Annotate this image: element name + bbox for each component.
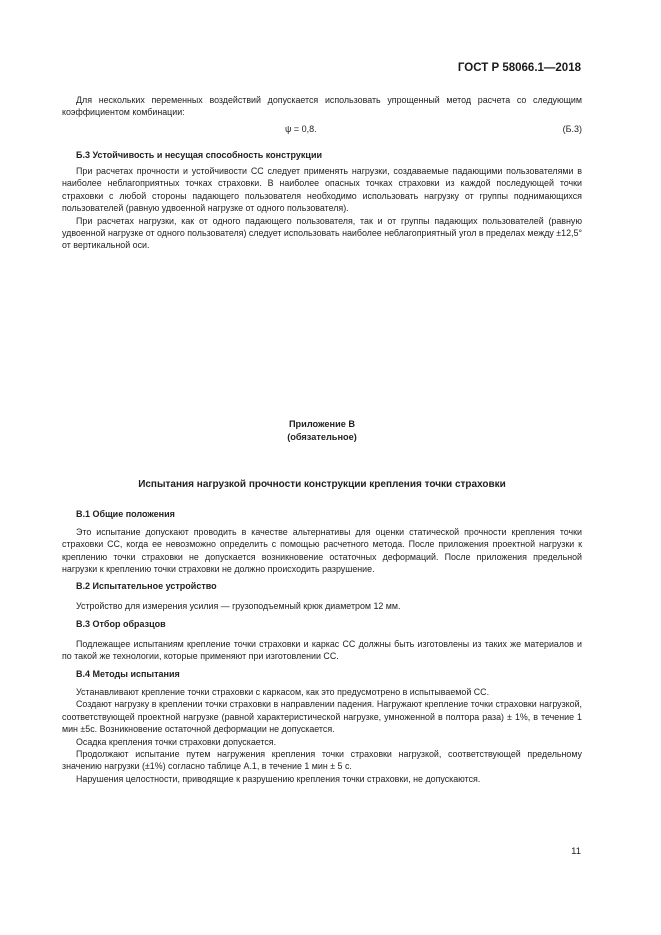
section-v4-paragraph-5: Нарушения целостности, приводящие к разрушению крепления точки страховки, не допускаются. <box>76 773 481 784</box>
intro-paragraph-block <box>62 94 582 119</box>
section-v4-paragraph-4: Продолжают испытание путем нагружения крепления точки страховки нагрузкой, соответствующей предельному значению нагрузки (±1%) согласно таблице А.1, в течение 1 мин ± 5 с. <box>62 749 582 772</box>
formula-number: (Б.3) <box>562 124 582 134</box>
formula-expression: ψ = 0,8. <box>285 124 317 134</box>
section-b3-paragraph-2: При расчетах нагрузки, как от одного падающего пользователя, так и от группы падающих пользователей (равную удвоенной нагрузке от одного пользователя) следует использовать наиболее неблагоприятный угол в пределах между ±12,5° от вертикальной оси. <box>62 215 582 251</box>
section-v3 <box>62 618 582 663</box>
section-v4-paragraph-2: Создают нагрузку в креплении точки страховки в направлении падения. Нагружают крепление точки страховки нагрузкой, соответствующей проектной нагрузке (равной характеристической нагрузке, умноженной в полтора раза) ± 1%, в течение 1 мин ±5с. Возникновение остаточной деформации не допускается. <box>62 699 582 735</box>
section-b3-paragraph-1: При расчетах прочности и устойчивости СС следует применять нагрузки, создаваемые падающими пользователями в наиболее неблагоприятных точках страховки. В наиболее опасных точках страховки из каждой последующей точки страховки с любой стороны падающего пользователя необходимо использовать нагрузку от группы поднимающихся пользователей (равную удвоенной нагрузке от одного пользователя). <box>62 166 582 214</box>
appendix-title: Испытания нагрузкой прочности конструкции крепления точки страховки <box>138 479 506 490</box>
section-v3-paragraph-1: Подлежащее испытаниям крепление точки страховки и каркас СС должны быть изготовлены из таких же материалов и по такой же технологии, которые применяют при изготовлении СС. <box>62 639 582 662</box>
section-v1 <box>62 508 582 576</box>
section-v4-paragraph-3: Осадка крепления точки страховки допускается. <box>76 736 277 747</box>
document-code: ГОСТ Р 58066.1—2018 <box>457 62 581 74</box>
page-number: 11 <box>571 846 581 857</box>
formula-b3 <box>62 124 582 136</box>
section-v3-heading: В.3 Отбор образцов <box>76 619 166 629</box>
appendix-status: (обязательное) <box>287 431 357 442</box>
section-v2 <box>62 580 582 612</box>
section-v1-heading: В.1 Общие положения <box>76 509 175 519</box>
section-v2-heading: В.2 Испытательное устройство <box>76 581 217 591</box>
appendix-label: Приложение В <box>288 419 356 429</box>
appendix-heading <box>62 418 582 443</box>
section-v4 <box>62 668 582 785</box>
section-v4-paragraph-1: Устанавливают крепление точки страховки с каркасом, как это предусмотрено в испытываемой СС. <box>76 687 490 697</box>
section-v2-paragraph-1: Устройство для измерения усилия — грузоподъемный крюк диаметром 12 мм. <box>76 601 401 611</box>
section-b3 <box>62 149 582 252</box>
section-v1-paragraph-1: Это испытание допускают проводить в качестве альтернативы для оценки статической прочности крепления точки страховки СС, когда ее невозможно определить с помощью расчетного метода. После приложения проектной нагрузки к креплению точки страховки не допускается возникновение остаточных деформаций. После приложения предельной нагрузки к креплению точки страховки не должно происходить разрушение. <box>62 527 582 575</box>
section-b3-heading: Б.3 Устойчивость и несущая способность конструкции <box>76 150 323 160</box>
section-v4-heading: В.4 Методы испытания <box>76 669 180 679</box>
intro-paragraph: Для нескольких переменных воздействий допускается использовать упрощенный метод расчета со следующим коэффициентом комбинации: <box>62 95 582 118</box>
